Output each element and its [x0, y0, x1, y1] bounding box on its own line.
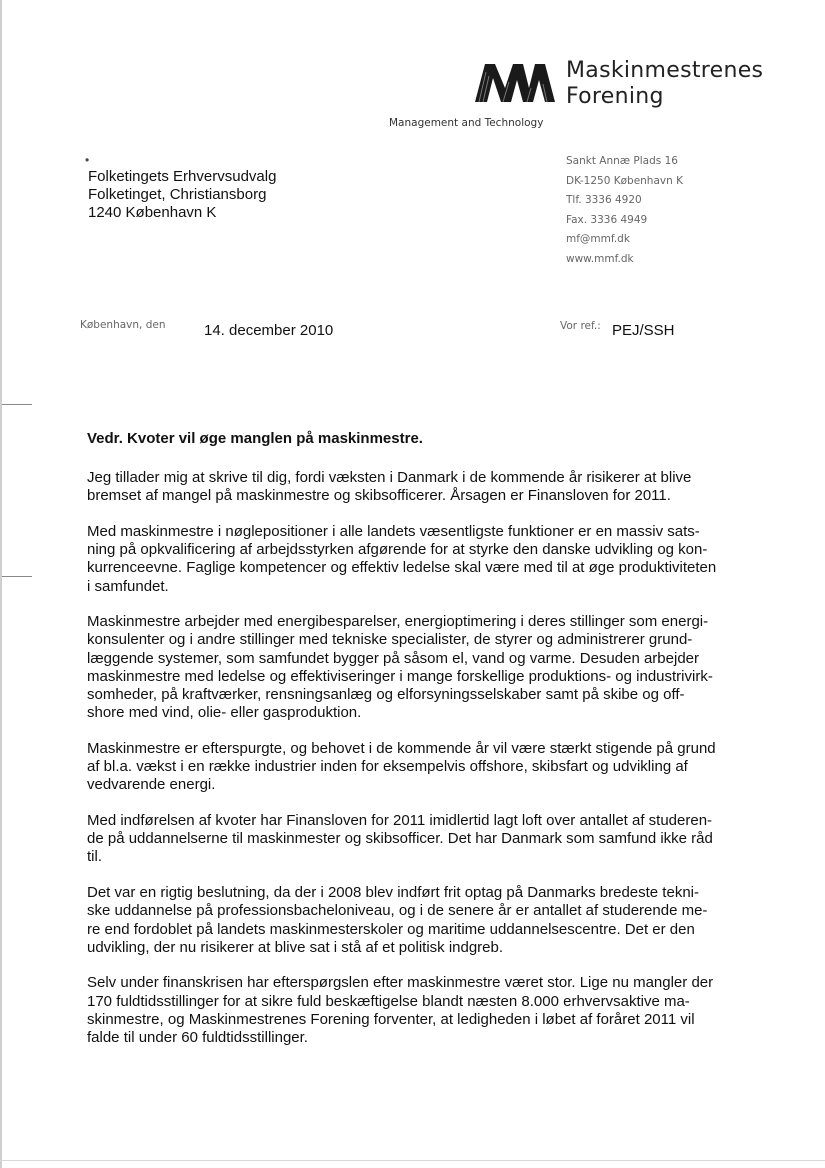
sender-fax: Fax. 3336 4949	[566, 213, 648, 226]
sender-phone: Tlf. 3336 4920	[566, 194, 642, 207]
paragraph-line: Med maskinmestre i nøglepositioner i alle landets væsentligste funktioner er en massiv sats-	[87, 522, 700, 540]
sender-street: Sankt Annæ Plads 16	[566, 155, 678, 167]
recipient-address-block	[88, 168, 276, 222]
dot-mark: •	[85, 153, 90, 167]
paragraph-line: Det var en rigtig beslutning, da der i 2008 blev indført frit optag på Danmarks bredeste tekni-	[87, 884, 699, 902]
paragraph-line: Maskinmestre arbejder med energibesparelser, energioptimering i deres stillinger som energi-	[87, 613, 709, 631]
date-label: København, den	[80, 319, 166, 331]
paragraph-line: somheder, på kraftværker, rensningsanlæg og elforsyningsselskaber samt på skibe og off-	[87, 686, 685, 704]
body-paragraph	[87, 613, 747, 722]
body-paragraph	[87, 523, 747, 596]
paragraph-line: Selv under finanskrisen har efterspørgslen efter maskinmestre været stor. Lige nu mangler der	[87, 974, 714, 992]
paragraph-line: bremset af mangel på maskinmestre og skibsofficerer. Årsagen er Finansloven for 2011.	[87, 487, 671, 505]
paragraph-line: til.	[87, 848, 102, 866]
organization-name-line2: Forening	[566, 84, 664, 109]
reference-value: PEJ/SSH	[612, 322, 675, 339]
paragraph-line: ning på opkvalificering af arbejdsstyrken afgørende for at styrke den danske udvikling og kon-	[87, 541, 708, 559]
letter-body	[87, 469, 747, 1065]
paragraph-line: Maskinmestre er efterspurgte, og behovet i de kommende år vil være stærkt stigende på grund	[87, 739, 716, 757]
sender-website: www.mmf.dk	[566, 252, 634, 265]
paragraph-line: kurrenceevne. Faglige kompetencer og effektiv ledelse skal være med til at øge produktiviteten	[87, 559, 717, 577]
paragraph-line: maskinmestre med ledelse og effektiviseringer i mange forskellige produktions- og industrivirk-	[87, 667, 713, 685]
paragraph-line: skinmestre, og Maskinmestrenes Forening forventer, at ledigheden i løbet af foråret 2011 vil	[87, 1010, 695, 1028]
paragraph-line: Med indførelsen af kvoter har Finansloven for 2011 imidlertid lagt loft over antallet af studeren-	[87, 812, 713, 830]
sender-address-block	[566, 152, 683, 270]
mmf-logo-icon	[473, 58, 557, 104]
fold-mark	[2, 576, 32, 577]
paragraph-line: læggende systemer, som samfundet bygger på såsom el, vand og varme. Desuden arbejder	[87, 649, 699, 667]
organization-tagline: Management and Technology	[389, 117, 544, 129]
organization-name-line1: Maskinmestrenes	[566, 58, 764, 83]
body-paragraph	[87, 812, 747, 867]
body-paragraph	[87, 740, 747, 795]
paragraph-line: udvikling, der nu risikerer at blive sat i stå af et politisk indgreb.	[87, 938, 504, 956]
letter-date: 14. december 2010	[204, 322, 334, 339]
paragraph-line: ske uddannelse på professionsbacheloniveau, og i de senere år er antallet af studerende me-	[87, 902, 708, 920]
paragraph-line: re end fordoblet på landets maskinmesterskoler og maritime uddannelsescentre. Det er den	[87, 920, 695, 938]
body-paragraph	[87, 974, 747, 1047]
paragraph-line: Jeg tillader mig at skrive til dig, fordi væksten i Danmark i de kommende år risikerer at blive	[87, 469, 692, 486]
reference-label: Vor ref.:	[560, 320, 601, 332]
paragraph-line: af bl.a. vækst i en række industrier inden for eksempelvis offshore, skibsfart og udvikling af	[87, 758, 688, 776]
scan-edge	[0, 1160, 825, 1161]
body-paragraph	[87, 884, 747, 957]
paragraph-line: shore med vind, olie- eller gasproduktion.	[87, 704, 362, 722]
paragraph-line: 170 fuldtidsstillinger for at sikre fuld beskæftigelse blandt næsten 8.000 erhvervsaktive ma-	[87, 992, 690, 1010]
body-paragraph	[87, 469, 747, 505]
paragraph-line: i samfundet.	[87, 577, 169, 595]
sender-email: mf@mmf.dk	[566, 233, 630, 246]
recipient-address: Folketinget, Christiansborg	[88, 186, 267, 203]
fold-mark	[2, 404, 32, 405]
paragraph-line: falde til under 60 fuldtidsstillinger.	[87, 1029, 308, 1047]
paragraph-line: vedvarende energi.	[87, 776, 216, 794]
paragraph-line: de på uddannelserne til maskinmester og skibsofficer. Det har Danmark som samfund ikke råd	[87, 830, 713, 848]
letter-subject: Vedr. Kvoter vil øge manglen på maskinmestre.	[87, 430, 423, 447]
paragraph-line: konsulenter og i andre stillinger med tekniske specialister, de styrer og administrerer grund-	[87, 631, 693, 649]
scan-edge	[0, 0, 2, 1168]
sender-postal: DK-1250 København K	[566, 174, 683, 187]
recipient-postal: 1240 København K	[88, 204, 217, 221]
organization-name	[566, 58, 763, 110]
recipient-name: Folketingets Erhvervsudvalg	[88, 168, 277, 185]
